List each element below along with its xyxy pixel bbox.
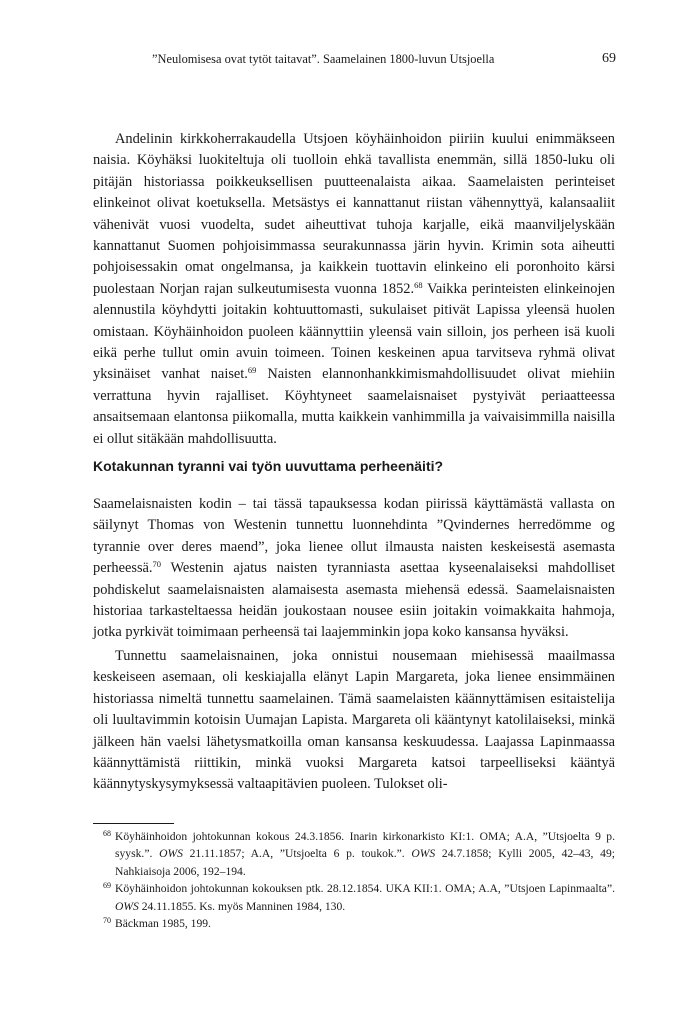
- paragraph-text: Saamelaisnaisten kodin – tai tässä tapauksessa kodan piirissä käyttämästä vallasta on säilynyt Thomas von Westenin tunnettu luonnehdinta ”Qvindernes herredömme og tyrannie over deres maend”, joka lienee ollut ilmausta naisten keskeisestä asemasta perheessä.: [93, 496, 615, 577]
- paragraph-text: Andelinin kirkkoherrakaudella Utsjoen köyhäinhoidon piiriin kuului enimmäkseen naisia. Köyhäksi luokiteltuja oli tuolloin ehkä tavallista enemmän, sillä 1850-luku oli pitäjän historiassa poikkeuksellisen puutteenalaista aikaa. Saamelaisten perinteiset elinkeinot olivat koetuksella. Metsästys ei kannattanut riistan vähennyttyä, kalansaaliit vähenivät vuosi vuodelta, sudet aiheuttivat tuhoja karjalle, eikä maanviljelyskään kannattanut Suomen pohjoisimmassa seurakunnassa järin hyvin. Krimin sota aiheutti pohjoisessakin omat ongelmansa, ja kaikkein tuottavin elinkeino eli poronhoito kärsi puolestaan Norjan rajan sulkeutumisesta vuonna 1852.: [93, 131, 615, 297]
- footnote-70: [93, 915, 615, 932]
- footnote-ref-70[interactable]: 70: [152, 559, 162, 570]
- body-paragraph-3: Tunnettu saamelaisnainen, joka onnistui nousemaan miehisessä maailmassa keskeiseen asemaan, oli keskiajalla elänyt Lapin Margareta, joka lienee ensimmäinen historiassa nimeltä tunnettu saamelainen. Tämä saamelaisten käännyttämisen esitaistelija oli luultavimmin kotoisin Uumajan Lapista. Margareta oli kääntynyt katolilaiseksi, minkä jälkeen hän vaelsi lähetysmatkoilla oman kansansa keskuudessa. Laajassa Lapinmaassa käännyttämistä riittikin, minkä vuoksi Margareta katsoi tarpeelliseksi kääntyä käännytyskysymyksessä valtaapitävien puoleen. Tulokset oli-: [93, 648, 615, 793]
- footnote-ref-69[interactable]: 69: [247, 365, 257, 376]
- source-abbreviation: OWS: [411, 847, 436, 861]
- footnote-text: Köyhäinhoidon johtokunnan kokouksen ptk. 28.12.1854. UKA KII:1. OMA; A.A, ”Utsjoen Lapinmaalta”.: [115, 882, 615, 896]
- source-abbreviation: OWS: [159, 847, 183, 861]
- page-number: 69: [602, 51, 616, 66]
- paragraph-text: Westenin ajatus naisten tyranniasta asettaa kyseenalaiseksi mahdolliset pohdiskelut saamelaisnaisten alamaisesta asemasta miehensä edessä. Saamelaisnaisten historiaa tarkasteltaessa heidän joukostaan nousee esiin joitakin voimakkaita hahmoja, jotka pyrkivät toimimaan perheensä tai laajemminkin jopa koko kansansa hyväksi.: [93, 560, 615, 641]
- footnote-text: 21.11.1857; A.A, ”Utsjoelta 6 p. toukok.”.: [182, 847, 412, 861]
- footnote-ref-68[interactable]: 68: [414, 279, 423, 290]
- paragraph-text: Naisten elannonhankkimismahdollisuudet olivat miehiin verrattuna hyvin rajalliset. Köyhtyneet saamelaisnaiset pystyivät periaatteessa ansaitsemaan elantonsa piikomalla, mutta kaikkein vanhimmilla ja vaivaisimmilla naisilla ei ollut sitäkään mahdollisuutta.: [93, 366, 615, 447]
- footnote-number: 70: [103, 916, 111, 926]
- footnote-text: Bäckman 1985, 199.: [115, 917, 211, 931]
- paragraph-text: Vaikka perinteisten elinkeinojen alennustila köyhdytti joitakin kohtuuttomasti, sukulaiset pitivät Lapissa yleensä huolen omistaan. Köyhäinhoidon puoleen käännyttiin yleensä vain silloin, jos perheen isä kuoli eikä perhe tullut omin avuin toimeen. Toinen keskeinen apua tarvitseva ryhmä olivat yksinäiset vanhat naiset.: [93, 280, 615, 383]
- running-title: ”Neulomisesa ovat tytöt taitavat”. Saamelainen 1800-luvun Utsjoella: [152, 52, 495, 66]
- footnote-number: 69: [103, 881, 111, 891]
- body-paragraph-1: [93, 129, 615, 450]
- footnote-divider: [93, 823, 174, 824]
- footnote-69: [93, 880, 615, 915]
- footnotes: [93, 828, 615, 932]
- body-paragraph-2: [93, 494, 615, 644]
- footnote-number: 68: [103, 829, 111, 838]
- footnote-68: [93, 828, 615, 880]
- source-abbreviation: OWS: [115, 899, 139, 913]
- footnote-text: 24.11.1855. Ks. myös Manninen 1984, 130.: [138, 899, 346, 913]
- section-heading: Kotakunnan tyranni vai työn uuvuttama perheenäiti?: [93, 458, 444, 474]
- footnote-text: Köyhäinhoidon johtokunnan kokous 24.3.1856. Inarin kirkonarkisto KI:1. OMA; A.A, ”Utsjoelta 9 p. syysk.”.: [115, 830, 615, 861]
- footnote-text: 24.7.1858; Kylli 2005, 42–43, 49; Nahkiaisoja 2006, 192–194.: [115, 847, 615, 878]
